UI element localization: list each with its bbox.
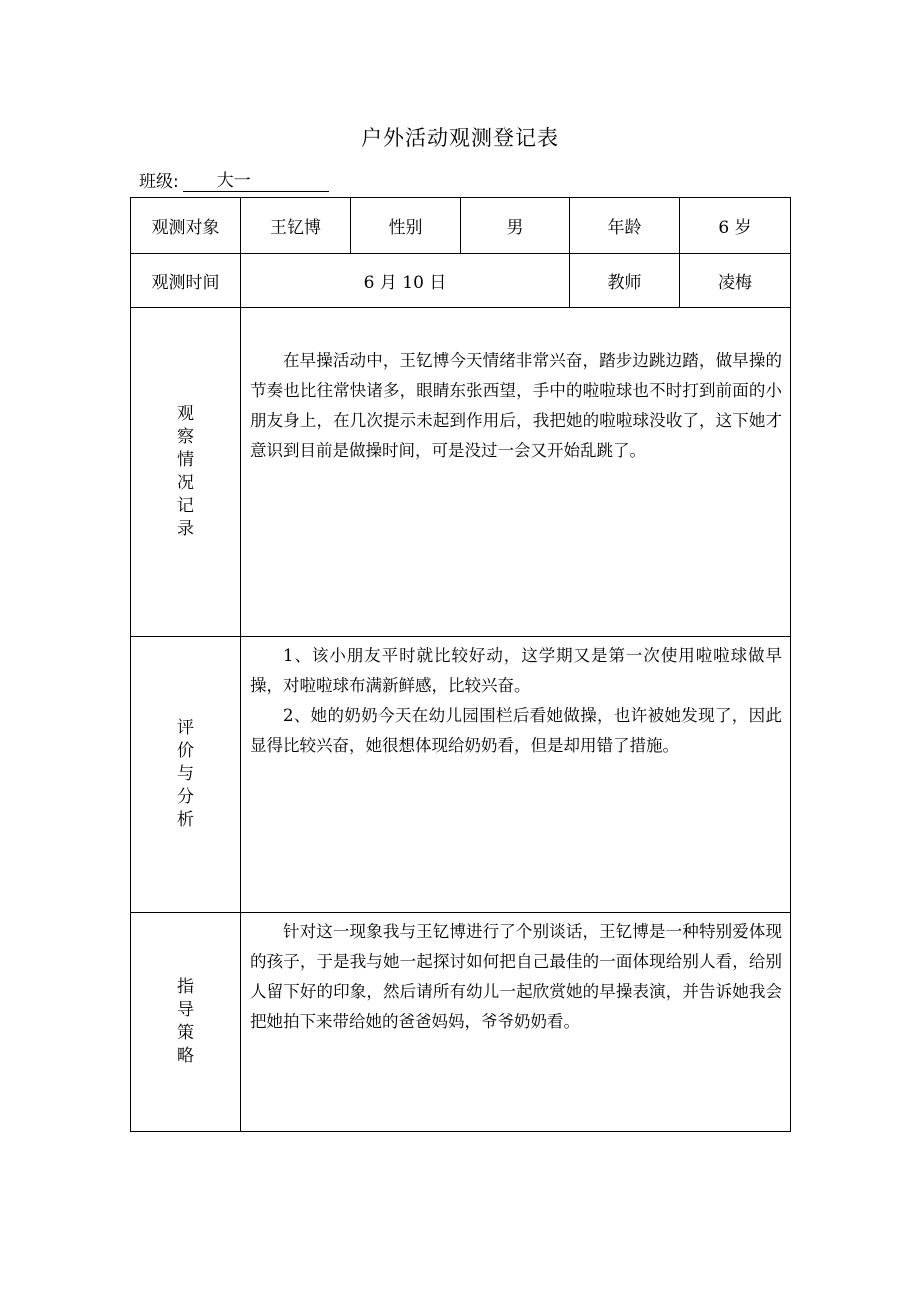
evaluation-paragraph: 1、该小朋友平时就比较好动，这学期又是第一次使用啦啦球做早操，对啦啦球布满新鲜感，比较兴奋。 [250,646,782,695]
table-row-guidance [131,913,791,1132]
teacher-label: 教师 [570,254,680,308]
evaluation-label-char: 价 [177,741,194,761]
evaluation-label [131,637,241,913]
observation-paragraph: 在早操活动中，王钇博今天情绪非常兴奋，踏步边跳边踏，做早操的节奏也比往常快诸多，眼睛东张西望，手中的啦啦球也不时打到前面的小朋友身上，在几次提示未起到作用后，我把她的啦啦球没收了，这下她才意识到目前是做操时间，可是没过一会又开始乱跳了。 [250,351,782,460]
observation-label-char: 况 [177,473,194,493]
observation-content [241,308,791,637]
observation-label-char: 观 [177,404,194,424]
subject-label: 观测对象 [131,198,241,254]
subject-value: 王钇博 [241,198,351,254]
evaluation-label-char: 析 [177,810,194,830]
evaluation-content [241,637,791,913]
table-row-observation [131,308,791,637]
class-row [139,170,329,192]
evaluation-label-char: 分 [177,787,194,807]
evaluation-paragraph: 2、她的奶奶今天在幼儿园围栏后看她做操，也许被她发现了，因此显得比较兴奋，她很想体现给奶奶看，但是却用错了措施。 [250,706,782,755]
class-value: 大一 [183,171,329,192]
evaluation-label-char: 评 [177,718,194,738]
age-value: 6 岁 [680,198,791,254]
table-row-time [131,254,791,308]
time-value: 6 月 10 日 [241,254,570,308]
observation-label-char: 录 [177,519,194,539]
gender-value: 男 [461,198,570,254]
observation-label-char: 察 [177,427,194,447]
guidance-label-char: 指 [177,977,194,997]
guidance-label [131,913,241,1132]
evaluation-label-char: 与 [177,764,194,784]
age-label: 年龄 [570,198,680,254]
teacher-value: 凌梅 [680,254,791,308]
observation-label-char: 情 [177,450,194,470]
time-label: 观测时间 [131,254,241,308]
observation-label-char: 记 [177,496,194,516]
observation-form-table [130,197,791,1132]
guidance-label-char: 导 [177,1000,194,1020]
table-row-subject [131,198,791,254]
class-label: 班级: [139,172,179,192]
table-row-evaluation [131,637,791,913]
form-title: 户外活动观测登记表 [361,126,559,150]
gender-label: 性别 [351,198,461,254]
guidance-paragraph: 针对这一现象我与王钇博进行了个别谈话，王钇博是一种特别爱体现的孩子，于是我与她一起探讨如何把自己最佳的一面体现给别人看，给别人留下好的印象，然后请所有幼儿一起欣赏她的早操表演，并告诉她我会把她拍下来带给她的爸爸妈妈，爷爷奶奶看。 [250,922,782,1031]
observation-label [131,308,241,637]
guidance-label-char: 策 [177,1023,194,1043]
guidance-content [241,913,791,1132]
guidance-label-char: 略 [177,1046,194,1066]
